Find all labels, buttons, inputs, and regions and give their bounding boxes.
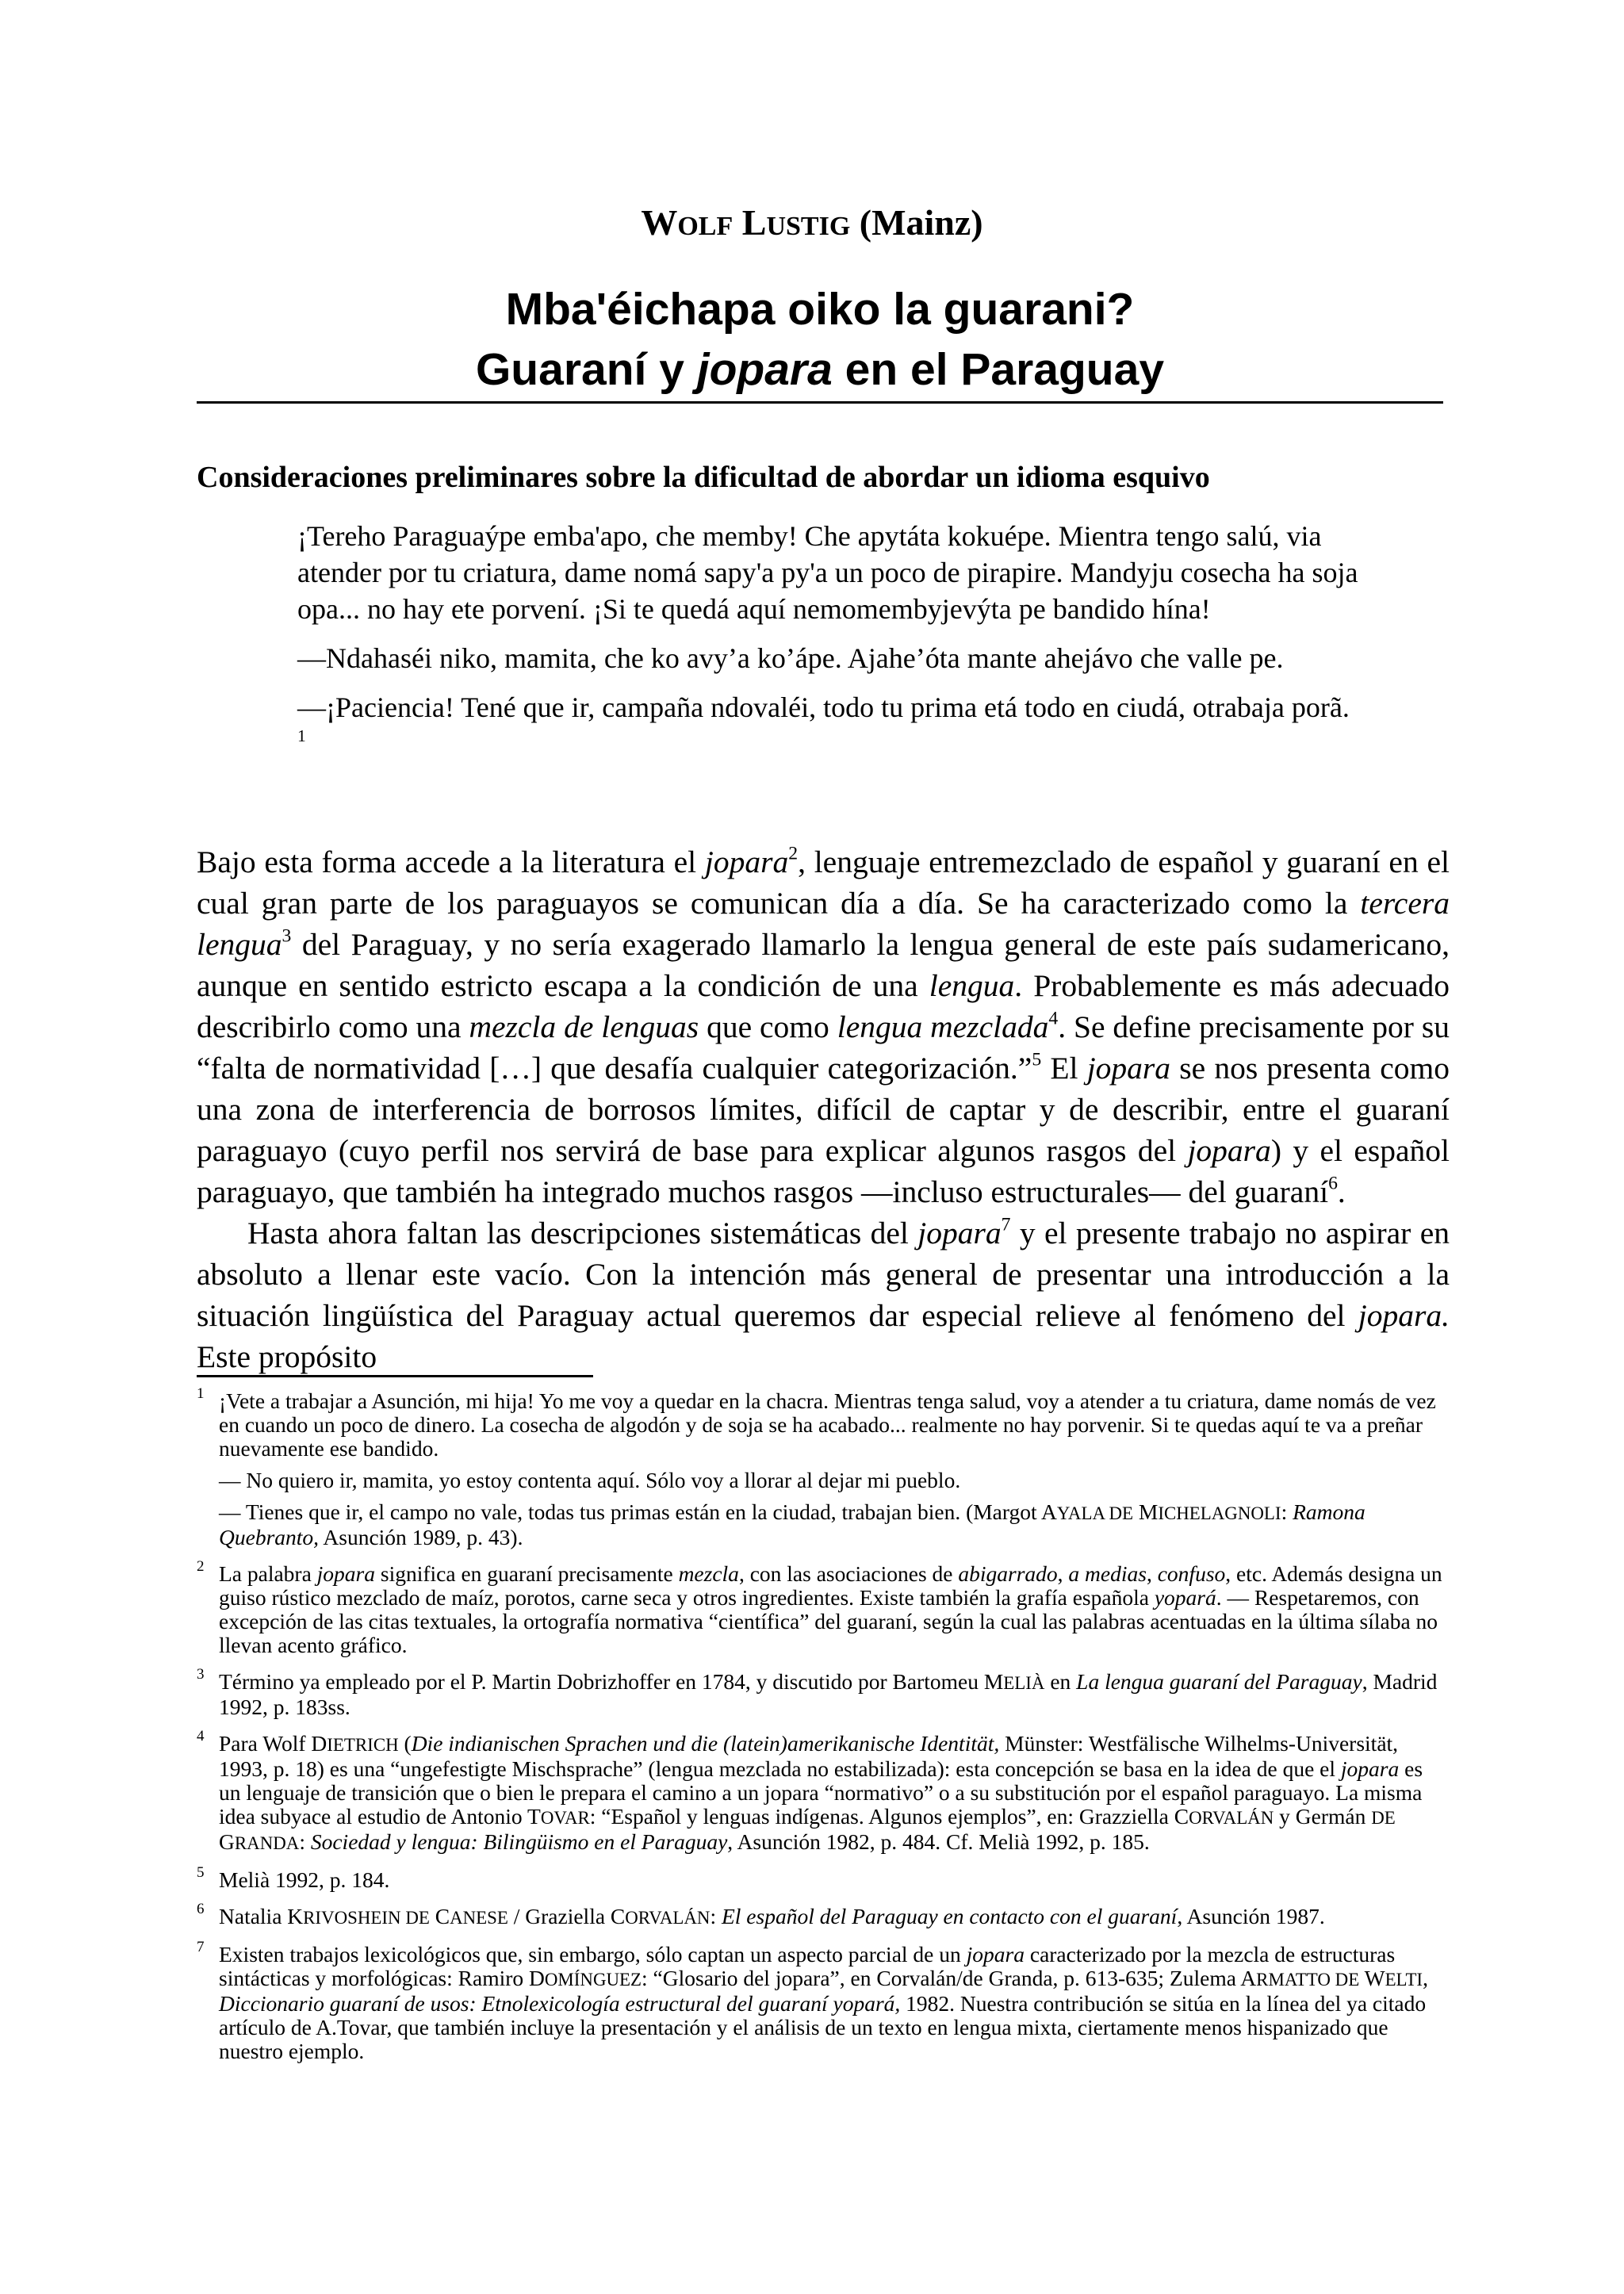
footnote-1-para-2: — No quiero ir, mamita, yo estoy contenta aquí. Sólo voy a llorar al dejar mi pueblo.	[219, 1468, 961, 1492]
footnote-name-smallcaps: ELIÀ	[1003, 1673, 1045, 1693]
footnote-text-run: (	[398, 1731, 412, 1756]
footnote-name-cap: C	[610, 1904, 626, 1928]
footnote-text-run: , Asunción 1987.	[1177, 1904, 1325, 1928]
footnote-name-smallcaps: YALA DE	[1056, 1503, 1133, 1523]
footnote-name-cap: M	[1138, 1499, 1159, 1524]
footnote-2	[197, 1558, 1450, 1657]
body-text-run: del Paraguay, y no sería exagerado llamarlo la lengua general de este país sudamericano, aunque en sentido estricto escapa a la condición de una	[197, 927, 1450, 1003]
footnote-text-run: La palabra	[219, 1561, 317, 1586]
footnote-emphasis: Diccionario guaraní de usos: Etnolexicología estructural del guaraní yopará,	[219, 1991, 901, 2016]
footnote-3	[197, 1666, 1450, 1719]
footnote-ref-4[interactable]: 4	[1048, 1008, 1059, 1029]
footnote-text-run: , con las asociaciones de	[738, 1561, 959, 1586]
footnote-name-smallcaps: ORVALÁN	[1189, 1808, 1274, 1828]
footnote-name-smallcaps: IETRICH	[327, 1735, 399, 1755]
footnote-text-run: . — Respetaremos, con excepción de las citas textuales, la ortografía normativa “científica” del guaraní, según la cual las palabras acentuadas en la última sílaba no llevan acento gráfico.	[219, 1585, 1438, 1657]
footnote-emphasis: jopara	[966, 1942, 1025, 1967]
footnote-emphasis: abigarrado	[958, 1561, 1058, 1586]
footnote-emphasis: Sociedad y lengua: Bilingüismo en el Paraguay	[310, 1829, 728, 1854]
footnote-ref-1[interactable]: 1	[297, 726, 306, 745]
body-text-run: , lenguaje entremezclado de español y guaraní en el cual gran parte de los paraguayos se comunican día a día. Se ha caracterizado como la	[197, 844, 1450, 921]
body-text-run: ) y el español paraguayo, que también ha integrado muchos rasgos —incluso estructurales— del guaraní	[197, 1133, 1450, 1209]
footnote-name-smallcaps: ELTI	[1385, 1970, 1423, 1990]
body-emphasis: mezcla de lenguas	[469, 1009, 699, 1044]
footnote-number: 6	[197, 1901, 205, 1917]
footnote-name-cap: K	[287, 1904, 304, 1928]
epigraph-paragraph-3	[297, 689, 1360, 762]
body-text-run: que como	[699, 1009, 837, 1044]
footnote-text-run: :	[299, 1829, 311, 1854]
footnote-3-text	[219, 1670, 1450, 1719]
footnote-name-smallcaps: OVAR	[540, 1808, 590, 1828]
footnote-2-text	[219, 1562, 1450, 1657]
footnote-rule	[197, 1375, 593, 1377]
author-line	[0, 200, 1624, 250]
footnote-name-smallcaps: DE	[1371, 1808, 1396, 1828]
body-text-run: se nos presenta como una zona de interferencia de borrosos límites, difícil de captar y de describir, entre el guaraní paraguayo (cuyo perfil nos servirá de base para explicar algunos rasgos del	[197, 1051, 1450, 1168]
footnote-text-run: , etc. Además designa un guiso rústico mezclado de maíz, porotos, carne seca y otros ingredientes. Existe también la grafía española	[219, 1561, 1442, 1610]
body-emphasis: jopara.	[1358, 1298, 1450, 1333]
footnote-ref-3[interactable]: 3	[282, 925, 292, 947]
footnote-text-run: es un lenguaje de transición que o bien le prepara el camino a un jopara “normativo” o a su substitución por el español paraguayo. La misma idea subyace al estudio de Antonio	[219, 1756, 1423, 1829]
footnote-name-cap: D	[311, 1731, 327, 1756]
body-text-run: Hasta ahora faltan las descripciones sistemáticas del	[247, 1216, 918, 1250]
body-text-run: y el presente trabajo no aspirar en absoluto a llenar este vacío. Con la intención más general de presentar una introducción a la situación lingüística del Paraguay actual queremos dar especial relieve al fenómeno del	[197, 1216, 1450, 1333]
body-emphasis: jopara	[704, 844, 789, 879]
footnote-text-run: ,	[1146, 1561, 1158, 1586]
footnote-text-run: — Tienes que ir, el campo no vale, todas tus primas están en la ciudad, trabajan bien. (Margot	[219, 1499, 1042, 1524]
footnote-text-run: : “Glosario del jopara”, en Corvalán/de Granda, p. 613-635; Zulema	[642, 1966, 1241, 1990]
title-line-1: Mba'éichapa oiko la guarani?	[505, 284, 1135, 335]
footnote-name-smallcaps: RMATTO DE	[1256, 1970, 1360, 1990]
title-line-2	[197, 339, 1443, 400]
footnote-number: 7	[197, 1939, 205, 1955]
author-first-initial: W	[641, 202, 678, 243]
footnote-6	[197, 1901, 1450, 1930]
title-line-2-emph: jopara	[696, 344, 833, 395]
epigraph	[297, 518, 1360, 775]
title-line-2-before: Guaraní y	[475, 344, 684, 395]
footnote-text-run: , Madrid 1992, p. 183ss.	[219, 1669, 1438, 1719]
footnote-name-cap: D	[529, 1966, 545, 1990]
body-emphasis: lengua	[929, 968, 1015, 1003]
footnote-1-para-3	[219, 1500, 1450, 1549]
footnote-name-cap: M	[983, 1669, 1004, 1694]
footnote-name-smallcaps: ANESE	[450, 1908, 508, 1928]
footnote-number: 4	[197, 1728, 205, 1744]
footnote-text-run: significa en guaraní precisamente	[375, 1561, 679, 1586]
body-emphasis: tercera lengua	[197, 886, 1450, 962]
footnote-text-run: Natalia	[219, 1904, 288, 1928]
epigraph-paragraph-2: —Ndahaséi niko, mamita, che ko avy’a ko’ápe. Ajahe’óta mante ahejávo che valle pe.	[297, 642, 1284, 674]
footnote-4	[197, 1728, 1450, 1855]
footnote-7	[197, 1939, 1450, 2063]
footnote-text-run: Münster: Westfälische Wilhelms-Universität, 1993, p. 18) es una “ungefestigte Mischsprache” (lengua mezclada no estabilizada): esta concepción se basa en la idea de que el	[219, 1731, 1399, 1781]
author-last-initial: L	[741, 202, 767, 243]
body-emphasis: jopara	[1187, 1133, 1271, 1168]
footnote-7-text	[219, 1943, 1450, 2063]
footnote-text-run: ,	[1423, 1966, 1428, 1990]
footnote-emphasis: a medias	[1068, 1561, 1147, 1586]
footnote-name-smallcaps: ORVALÁN	[625, 1908, 710, 1928]
footnote-text-run: Para Wolf	[219, 1731, 312, 1756]
footnote-text-run: : “Español y lenguas indígenas. Algunos ejemplos”, en: Grazziella	[589, 1804, 1174, 1829]
footnote-emphasis: jopara	[1340, 1756, 1400, 1781]
body-text	[197, 841, 1450, 1377]
footnote-emphasis: mezcla	[678, 1561, 739, 1586]
body-paragraph-2	[197, 1212, 1450, 1377]
footnote-text-run: / Graziella	[508, 1904, 611, 1928]
section-heading: Consideraciones preliminares sobre la dificultad de abordar un idioma esquivo	[197, 461, 1210, 494]
footnote-ref-5[interactable]: 5	[1032, 1049, 1042, 1070]
epigraph-paragraph-1: ¡Tereho Paraguaýpe emba'apo, che memby! Che apytáta kokuépe. Mientra tengo salú, via atender por tu criatura, dame nomá sapy'a py'a un poco de pirapire. Mandyju cosecha ha soja opa... no hay ete porvení. ¡Si te quedá aquí nemomembyjevýta pe bandido hína!	[297, 520, 1358, 625]
footnote-name-cap: A	[1041, 1499, 1057, 1524]
body-text-run: Este propósito	[197, 1339, 377, 1374]
footnote-5	[197, 1864, 1450, 1892]
footnote-name-smallcaps: RIVOSHEIN DE	[303, 1908, 430, 1928]
body-emphasis: jopara	[917, 1216, 1002, 1250]
footnote-name-cap: T	[527, 1804, 541, 1829]
footnote-text-run: en	[1044, 1669, 1077, 1694]
footnote-text-run: Término ya empleado por el P. Martin Dobrizhoffer en 1784, y discutido por Bartomeu	[219, 1669, 984, 1694]
footnote-emphasis: Ramona Quebranto,	[219, 1499, 1365, 1549]
footnote-emphasis: La lengua guaraní del Paraguay	[1076, 1669, 1362, 1694]
footnote-emphasis: Die indianischen Sprachen und die (latein)amerikanische Identität,	[411, 1731, 1000, 1756]
author-last-rest: USTIG	[766, 212, 851, 241]
body-text-run: Bajo esta forma accede a la literatura el	[197, 844, 705, 879]
paper-title	[197, 279, 1443, 400]
body-text-run: El	[1041, 1051, 1087, 1086]
footnote-number: 5	[197, 1864, 205, 1881]
footnote-name-smallcaps: RANDA	[234, 1833, 300, 1853]
footnote-text-run: ,	[1057, 1561, 1069, 1586]
footnote-text-run: Asunción 1989, p. 43).	[319, 1525, 523, 1549]
footnote-1-para-1: ¡Vete a trabajar a Asunción, mi hija! Yo me voy a quedar en la chacra. Mientras tenga salud, voy a atender a tu criatura, dame nomás de vez en cuando un poco de dinero. La cosecha de algodón y de soja se ha acabado... realmente no hay porvenir. Si te quedas aquí te va a preñar nuevamente ese bandido.	[219, 1388, 1436, 1461]
author-first-rest: OLF	[677, 212, 733, 241]
body-emphasis: jopara	[1086, 1051, 1171, 1086]
footnote-text-run: , Asunción 1982, p. 484. Cf. Melià 1992, p. 185.	[727, 1829, 1150, 1854]
footnote-emphasis: El español del Paraguay en contacto con el guaraní	[721, 1904, 1178, 1928]
body-text-run: . Se define precisamente por su “falta de normatividad […] que desafía cualquier categorización.”	[197, 1009, 1450, 1086]
footnote-5-text: Melià 1992, p. 184.	[219, 1867, 390, 1892]
footnote-emphasis: confuso	[1157, 1561, 1226, 1586]
footnote-text-run: :	[1281, 1499, 1293, 1524]
epigraph-paragraph-3-text: —¡Paciencia! Tené que ir, campaña ndovaléi, todo tu prima etá todo en ciudá, otrabaja porã.	[297, 691, 1350, 723]
author-affiliation: (Mainz)	[859, 202, 983, 243]
footnote-6-text	[219, 1905, 1450, 1930]
footnote-text-run: 1982. Nuestra contribución se sitúa en la línea del ya citado artículo de A.Tovar, que también incluye la presentación y el análisis de un texto en lengua mixta, ciertamente menos hispanizado que nuestro ejemplo.	[219, 1991, 1427, 2063]
footnote-name-cap: G	[219, 1829, 235, 1854]
footnote-name-smallcaps: ICHELAGNOLI	[1158, 1503, 1281, 1523]
body-paragraph-1	[197, 841, 1450, 1212]
footnote-number: 1	[197, 1385, 205, 1402]
title-rule	[197, 401, 1443, 404]
footnote-number: 3	[197, 1666, 205, 1683]
footnote-name-smallcaps: OMÍNGUEZ	[544, 1970, 642, 1990]
footnote-ref-6[interactable]: 6	[1328, 1173, 1338, 1194]
footnote-name-cap: W	[1364, 1966, 1385, 1990]
title-line-2-after: en el Paraguay	[845, 344, 1165, 395]
body-text-run: . Probablemente es más adecuado describirlo como una	[197, 968, 1450, 1044]
body-emphasis: lengua mezclada	[837, 1009, 1049, 1044]
footnote-text-run: :	[710, 1904, 722, 1928]
footnote-name-cap: C	[435, 1904, 450, 1928]
footnote-ref-2[interactable]: 2	[788, 843, 799, 864]
footnote-name-cap: A	[1240, 1966, 1257, 1990]
footnotes	[197, 1385, 1450, 2076]
footnote-text-run: caracterizado por la mezcla de estructuras sintácticas y morfológicas: Ramiro	[219, 1942, 1396, 1990]
footnote-emphasis: jopara	[316, 1561, 376, 1586]
footnote-name-cap: C	[1174, 1804, 1189, 1829]
footnote-number: 2	[197, 1558, 205, 1575]
footnote-ref-7[interactable]: 7	[1001, 1214, 1011, 1235]
footnote-1	[197, 1385, 1450, 1549]
footnote-text-run: Existen trabajos lexicológicos que, sin embargo, sólo captan un aspecto parcial de un	[219, 1942, 967, 1967]
footnote-emphasis: yopará	[1154, 1585, 1216, 1610]
footnote-4-text	[219, 1732, 1450, 1855]
body-text-run: .	[1337, 1174, 1346, 1209]
footnote-text-run: y Germán	[1274, 1804, 1372, 1829]
